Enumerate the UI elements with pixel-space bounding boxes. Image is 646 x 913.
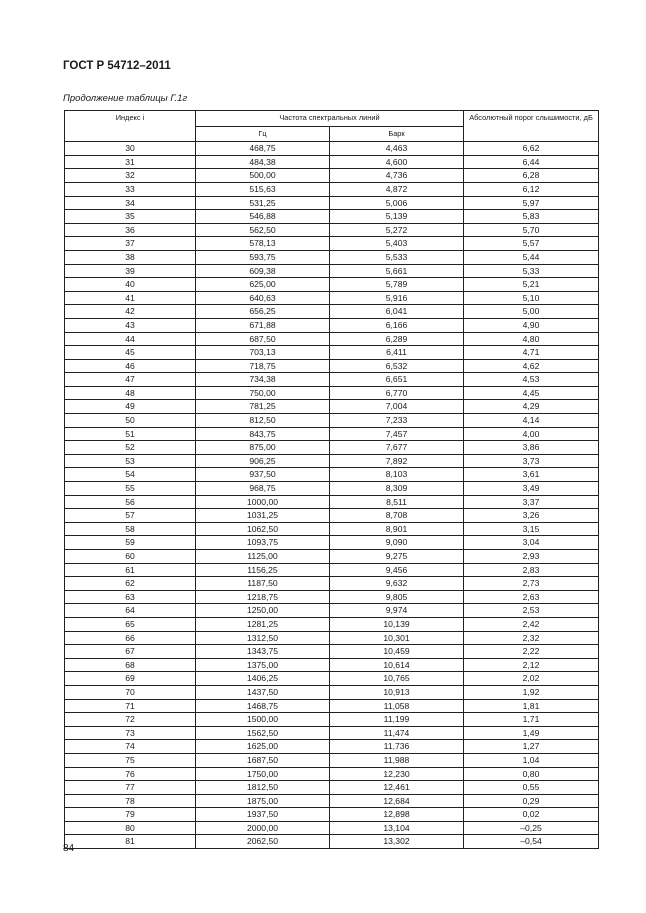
cell-bark: 12,230 <box>330 767 464 781</box>
cell-threshold: 4,80 <box>464 332 599 346</box>
cell-threshold: 4,90 <box>464 318 599 332</box>
cell-threshold: 1,04 <box>464 753 599 767</box>
cell-threshold: 6,28 <box>464 169 599 183</box>
table-row <box>65 577 599 591</box>
cell-hz: 687,50 <box>196 332 330 346</box>
cell-threshold: 2,63 <box>464 590 599 604</box>
cell-hz: 609,38 <box>196 264 330 278</box>
cell-hz: 546,88 <box>196 210 330 224</box>
cell-hz: 812,50 <box>196 414 330 428</box>
cell-hz: 1875,00 <box>196 794 330 808</box>
cell-bark: 5,272 <box>330 223 464 237</box>
table-row <box>65 631 599 645</box>
table-row <box>65 699 599 713</box>
cell-threshold: 1,81 <box>464 699 599 713</box>
cell-hz: 703,13 <box>196 346 330 360</box>
cell-hz: 843,75 <box>196 427 330 441</box>
cell-bark: 5,789 <box>330 278 464 292</box>
cell-bark: 10,139 <box>330 617 464 631</box>
cell-hz: 2062,50 <box>196 835 330 849</box>
cell-hz: 1062,50 <box>196 522 330 536</box>
cell-index: 59 <box>65 536 196 550</box>
cell-hz: 1031,25 <box>196 509 330 523</box>
table-row <box>65 726 599 740</box>
cell-threshold: 4,14 <box>464 414 599 428</box>
cell-hz: 1218,75 <box>196 590 330 604</box>
cell-index: 75 <box>65 753 196 767</box>
cell-bark: 9,456 <box>330 563 464 577</box>
table-row <box>65 563 599 577</box>
cell-index: 79 <box>65 808 196 822</box>
header-hz: Гц <box>196 126 330 142</box>
cell-threshold: 2,93 <box>464 550 599 564</box>
table-row <box>65 142 599 156</box>
header-bark: Барк <box>330 126 464 142</box>
header-index: Индекс i <box>65 111 196 142</box>
cell-hz: 2000,00 <box>196 821 330 835</box>
table-row <box>65 794 599 808</box>
cell-hz: 1187,50 <box>196 577 330 591</box>
table-row <box>65 604 599 618</box>
cell-threshold: 4,71 <box>464 346 599 360</box>
table-row <box>65 454 599 468</box>
cell-threshold: 0,55 <box>464 781 599 795</box>
header-threshold: Абсолютный порог слышимости, дБ <box>464 111 599 142</box>
cell-threshold: 4,53 <box>464 373 599 387</box>
cell-bark: 10,765 <box>330 672 464 686</box>
cell-index: 34 <box>65 196 196 210</box>
cell-bark: 8,309 <box>330 482 464 496</box>
cell-index: 60 <box>65 550 196 564</box>
cell-bark: 9,632 <box>330 577 464 591</box>
cell-index: 56 <box>65 495 196 509</box>
cell-index: 61 <box>65 563 196 577</box>
cell-index: 62 <box>65 577 196 591</box>
cell-bark: 5,403 <box>330 237 464 251</box>
cell-bark: 4,872 <box>330 182 464 196</box>
table-row <box>65 808 599 822</box>
cell-threshold: 1,71 <box>464 713 599 727</box>
cell-threshold: 4,29 <box>464 400 599 414</box>
page-number: 84 <box>63 843 75 854</box>
cell-threshold: 5,57 <box>464 237 599 251</box>
cell-hz: 875,00 <box>196 441 330 455</box>
cell-hz: 1500,00 <box>196 713 330 727</box>
cell-index: 35 <box>65 210 196 224</box>
cell-hz: 937,50 <box>196 468 330 482</box>
table-row <box>65 468 599 482</box>
cell-hz: 640,63 <box>196 291 330 305</box>
cell-bark: 5,139 <box>330 210 464 224</box>
cell-bark: 12,898 <box>330 808 464 822</box>
cell-hz: 1281,25 <box>196 617 330 631</box>
table-row <box>65 658 599 672</box>
table-row <box>65 373 599 387</box>
cell-index: 70 <box>65 685 196 699</box>
cell-hz: 1406,25 <box>196 672 330 686</box>
table-row <box>65 427 599 441</box>
cell-index: 37 <box>65 237 196 251</box>
cell-bark: 12,684 <box>330 794 464 808</box>
table-row <box>65 250 599 264</box>
data-table <box>64 110 599 849</box>
cell-bark: 6,411 <box>330 346 464 360</box>
cell-index: 76 <box>65 767 196 781</box>
table-row <box>65 359 599 373</box>
cell-bark: 6,532 <box>330 359 464 373</box>
cell-hz: 1000,00 <box>196 495 330 509</box>
cell-index: 74 <box>65 740 196 754</box>
cell-bark: 8,901 <box>330 522 464 536</box>
cell-threshold: 2,32 <box>464 631 599 645</box>
cell-index: 44 <box>65 332 196 346</box>
cell-hz: 1562,50 <box>196 726 330 740</box>
table-row <box>65 713 599 727</box>
cell-threshold: 3,37 <box>464 495 599 509</box>
cell-index: 40 <box>65 278 196 292</box>
cell-index: 47 <box>65 373 196 387</box>
table-row <box>65 495 599 509</box>
cell-index: 39 <box>65 264 196 278</box>
table-row <box>65 332 599 346</box>
cell-threshold: 3,49 <box>464 482 599 496</box>
cell-index: 73 <box>65 726 196 740</box>
table-row <box>65 386 599 400</box>
cell-index: 64 <box>65 604 196 618</box>
cell-threshold: 2,83 <box>464 563 599 577</box>
cell-hz: 906,25 <box>196 454 330 468</box>
cell-threshold: 4,45 <box>464 386 599 400</box>
cell-threshold: 6,44 <box>464 155 599 169</box>
cell-bark: 7,233 <box>330 414 464 428</box>
cell-bark: 10,301 <box>330 631 464 645</box>
table-row <box>65 400 599 414</box>
table-row <box>65 196 599 210</box>
cell-bark: 9,275 <box>330 550 464 564</box>
table-row <box>65 753 599 767</box>
cell-threshold: –0,25 <box>464 821 599 835</box>
cell-bark: 7,677 <box>330 441 464 455</box>
table-row <box>65 305 599 319</box>
cell-hz: 1437,50 <box>196 685 330 699</box>
cell-bark: 10,913 <box>330 685 464 699</box>
cell-bark: 11,199 <box>330 713 464 727</box>
cell-hz: 1156,25 <box>196 563 330 577</box>
cell-bark: 10,459 <box>330 645 464 659</box>
cell-hz: 750,00 <box>196 386 330 400</box>
cell-hz: 515,63 <box>196 182 330 196</box>
cell-bark: 9,974 <box>330 604 464 618</box>
cell-threshold: 1,49 <box>464 726 599 740</box>
cell-hz: 718,75 <box>196 359 330 373</box>
table-row <box>65 740 599 754</box>
cell-index: 77 <box>65 781 196 795</box>
cell-index: 63 <box>65 590 196 604</box>
cell-bark: 5,916 <box>330 291 464 305</box>
cell-hz: 1812,50 <box>196 781 330 795</box>
cell-index: 65 <box>65 617 196 631</box>
document-code: ГОСТ Р 54712–2011 <box>63 60 171 72</box>
table-row <box>65 767 599 781</box>
cell-threshold: 2,42 <box>464 617 599 631</box>
table-row <box>65 210 599 224</box>
cell-index: 53 <box>65 454 196 468</box>
cell-hz: 531,25 <box>196 196 330 210</box>
cell-index: 51 <box>65 427 196 441</box>
table-row <box>65 264 599 278</box>
cell-index: 36 <box>65 223 196 237</box>
cell-bark: 8,708 <box>330 509 464 523</box>
cell-threshold: 5,44 <box>464 250 599 264</box>
cell-index: 69 <box>65 672 196 686</box>
cell-index: 46 <box>65 359 196 373</box>
cell-index: 71 <box>65 699 196 713</box>
table-row <box>65 414 599 428</box>
cell-threshold: 5,33 <box>464 264 599 278</box>
cell-index: 50 <box>65 414 196 428</box>
cell-index: 81 <box>65 835 196 849</box>
cell-index: 30 <box>65 142 196 156</box>
cell-threshold: 5,97 <box>464 196 599 210</box>
table-row <box>65 237 599 251</box>
cell-hz: 484,38 <box>196 155 330 169</box>
cell-bark: 9,805 <box>330 590 464 604</box>
cell-threshold: 1,27 <box>464 740 599 754</box>
table-body <box>65 142 599 849</box>
cell-hz: 562,50 <box>196 223 330 237</box>
cell-index: 41 <box>65 291 196 305</box>
cell-threshold: 6,12 <box>464 182 599 196</box>
cell-hz: 1937,50 <box>196 808 330 822</box>
cell-hz: 781,25 <box>196 400 330 414</box>
cell-hz: 1750,00 <box>196 767 330 781</box>
cell-hz: 578,13 <box>196 237 330 251</box>
cell-hz: 1250,00 <box>196 604 330 618</box>
cell-threshold: 0,02 <box>464 808 599 822</box>
cell-bark: 4,463 <box>330 142 464 156</box>
cell-threshold: 0,29 <box>464 794 599 808</box>
table-row <box>65 781 599 795</box>
cell-hz: 1375,00 <box>196 658 330 672</box>
cell-threshold: 2,12 <box>464 658 599 672</box>
cell-index: 57 <box>65 509 196 523</box>
cell-bark: 8,511 <box>330 495 464 509</box>
cell-threshold: 3,15 <box>464 522 599 536</box>
cell-index: 67 <box>65 645 196 659</box>
table-row <box>65 536 599 550</box>
cell-bark: 11,988 <box>330 753 464 767</box>
cell-index: 45 <box>65 346 196 360</box>
table-row <box>65 645 599 659</box>
table-row <box>65 672 599 686</box>
cell-threshold: 4,00 <box>464 427 599 441</box>
cell-threshold: 6,62 <box>464 142 599 156</box>
table-row <box>65 169 599 183</box>
cell-hz: 1312,50 <box>196 631 330 645</box>
cell-threshold: 2,73 <box>464 577 599 591</box>
cell-bark: 10,614 <box>330 658 464 672</box>
cell-hz: 468,75 <box>196 142 330 156</box>
cell-index: 33 <box>65 182 196 196</box>
cell-index: 32 <box>65 169 196 183</box>
cell-bark: 5,661 <box>330 264 464 278</box>
cell-bark: 6,289 <box>330 332 464 346</box>
table-row <box>65 278 599 292</box>
cell-hz: 593,75 <box>196 250 330 264</box>
cell-index: 52 <box>65 441 196 455</box>
table-row <box>65 821 599 835</box>
table-row <box>65 482 599 496</box>
cell-bark: 4,736 <box>330 169 464 183</box>
cell-index: 38 <box>65 250 196 264</box>
cell-threshold: 5,10 <box>464 291 599 305</box>
cell-hz: 671,88 <box>196 318 330 332</box>
table-row <box>65 155 599 169</box>
cell-threshold: 5,21 <box>464 278 599 292</box>
cell-hz: 968,75 <box>196 482 330 496</box>
table-caption: Продолжение таблицы Г.1г <box>63 93 188 104</box>
cell-hz: 1093,75 <box>196 536 330 550</box>
cell-bark: 11,736 <box>330 740 464 754</box>
table-row <box>65 835 599 849</box>
cell-index: 58 <box>65 522 196 536</box>
table-row <box>65 182 599 196</box>
cell-index: 43 <box>65 318 196 332</box>
cell-hz: 734,38 <box>196 373 330 387</box>
cell-threshold: 5,83 <box>464 210 599 224</box>
cell-bark: 5,006 <box>330 196 464 210</box>
table-row <box>65 590 599 604</box>
cell-bark: 13,302 <box>330 835 464 849</box>
cell-bark: 9,090 <box>330 536 464 550</box>
cell-hz: 625,00 <box>196 278 330 292</box>
cell-threshold: 3,73 <box>464 454 599 468</box>
cell-index: 78 <box>65 794 196 808</box>
cell-bark: 7,892 <box>330 454 464 468</box>
cell-threshold: 2,53 <box>464 604 599 618</box>
cell-threshold: 5,70 <box>464 223 599 237</box>
cell-threshold: 5,00 <box>464 305 599 319</box>
cell-hz: 1468,75 <box>196 699 330 713</box>
cell-threshold: 3,86 <box>464 441 599 455</box>
cell-index: 55 <box>65 482 196 496</box>
cell-threshold: 2,02 <box>464 672 599 686</box>
table-row <box>65 509 599 523</box>
cell-bark: 12,461 <box>330 781 464 795</box>
cell-bark: 8,103 <box>330 468 464 482</box>
cell-hz: 1125,00 <box>196 550 330 564</box>
table-row <box>65 346 599 360</box>
table-row <box>65 617 599 631</box>
cell-index: 31 <box>65 155 196 169</box>
cell-bark: 6,041 <box>330 305 464 319</box>
cell-threshold: 2,22 <box>464 645 599 659</box>
table-row <box>65 550 599 564</box>
cell-index: 80 <box>65 821 196 835</box>
cell-bark: 4,600 <box>330 155 464 169</box>
cell-index: 68 <box>65 658 196 672</box>
table-row <box>65 441 599 455</box>
cell-index: 49 <box>65 400 196 414</box>
cell-index: 42 <box>65 305 196 319</box>
cell-hz: 1687,50 <box>196 753 330 767</box>
cell-threshold: 1,92 <box>464 685 599 699</box>
table-row <box>65 685 599 699</box>
cell-threshold: 0,80 <box>464 767 599 781</box>
table-row <box>65 522 599 536</box>
table-row <box>65 223 599 237</box>
cell-bark: 7,004 <box>330 400 464 414</box>
cell-threshold: 3,04 <box>464 536 599 550</box>
cell-bark: 6,166 <box>330 318 464 332</box>
cell-hz: 1625,00 <box>196 740 330 754</box>
cell-threshold: –0,54 <box>464 835 599 849</box>
cell-index: 72 <box>65 713 196 727</box>
cell-index: 54 <box>65 468 196 482</box>
cell-hz: 500,00 <box>196 169 330 183</box>
cell-bark: 6,651 <box>330 373 464 387</box>
cell-index: 48 <box>65 386 196 400</box>
table-row <box>65 291 599 305</box>
cell-hz: 656,25 <box>196 305 330 319</box>
cell-bark: 11,474 <box>330 726 464 740</box>
cell-bark: 5,533 <box>330 250 464 264</box>
cell-bark: 13,104 <box>330 821 464 835</box>
cell-index: 66 <box>65 631 196 645</box>
cell-bark: 11,058 <box>330 699 464 713</box>
table-row <box>65 318 599 332</box>
cell-hz: 1343,75 <box>196 645 330 659</box>
header-frequency-group: Частота спектральных линий <box>196 111 464 127</box>
cell-bark: 7,457 <box>330 427 464 441</box>
cell-threshold: 4,62 <box>464 359 599 373</box>
cell-threshold: 3,61 <box>464 468 599 482</box>
cell-threshold: 3,26 <box>464 509 599 523</box>
cell-bark: 6,770 <box>330 386 464 400</box>
